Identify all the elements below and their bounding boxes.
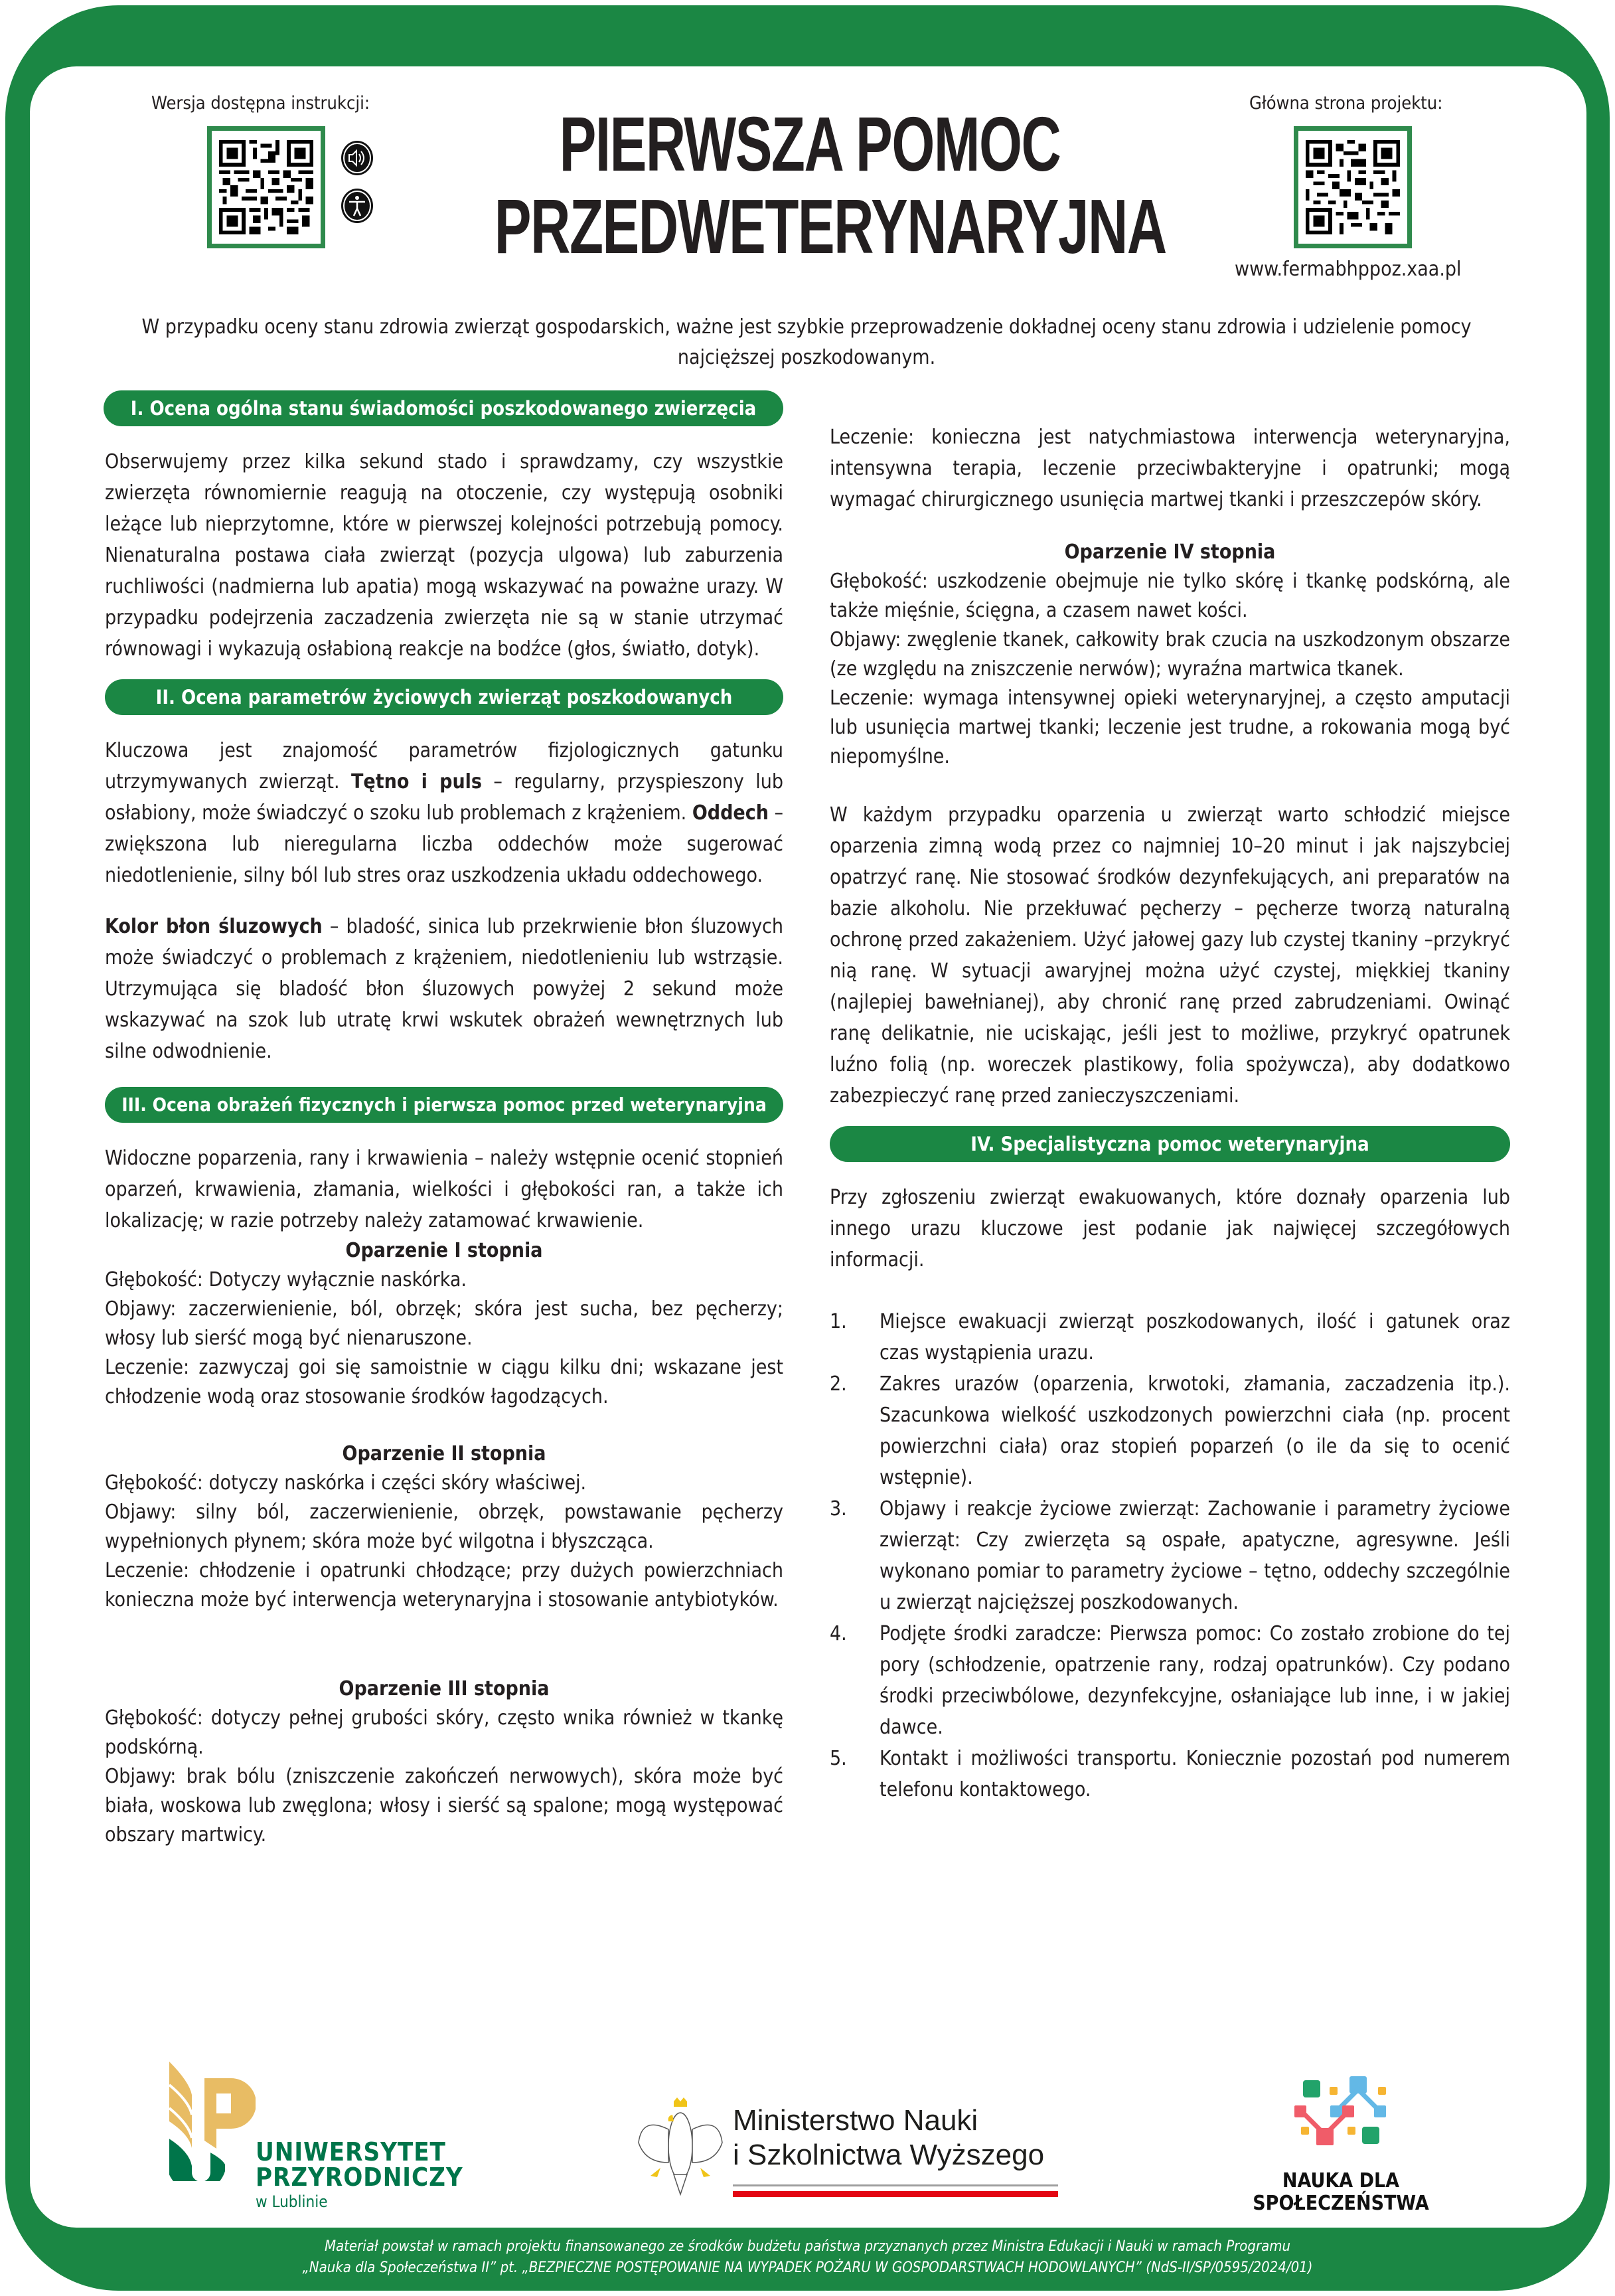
- nds-line-2: SPOŁECZEŃSTWA: [1253, 2192, 1429, 2215]
- burn-depth: Głębokość: dotyczy naskórka i części skóry właściwej.: [105, 1471, 587, 1495]
- title-line-2: PRZEDWETERYNARYJNA: [494, 183, 1166, 270]
- burn-treatment: Leczenie: zazwyczaj goi się samoistnie w ciągu kilku dni; wskazane jest chłodzenie wodą oraz stosowanie środków łagodzących.: [105, 1356, 783, 1408]
- project-url[interactable]: www.fermabhppoz.xaa.pl: [1235, 258, 1462, 281]
- text-run: – zwiększona lub nieregularna liczba oddechów może sugerować niedotlenienie, silny ból lub stres oraz uszkodzenia układu oddechowego.: [105, 801, 784, 887]
- burn-degree-2: [105, 1439, 783, 1615]
- speaker-icon[interactable]: [340, 139, 374, 177]
- accessibility-icon[interactable]: [340, 187, 374, 224]
- burn-treatment: Leczenie: wymaga intensywnej opieki weterynaryjnej, a często amputacji lub usunięcia martwej tkanki; leczenie jest trudne, a rokowania mogą być niepomyślne.: [830, 687, 1510, 768]
- burn-depth: Głębokość: dotyczy pełnej grubości skóry, często wnika również w tkankę podskórną.: [105, 1706, 783, 1759]
- right-column: [830, 422, 1510, 1805]
- university-line-1: UNIWERSYTET: [256, 2137, 446, 2167]
- section-4-intro: Przy zgłoszeniu zwierząt ewakuowanych, które doznały oparzenia lub innego urazu kluczowe jest podanie jak najwięcej szczegółowych informacji.: [830, 1186, 1510, 1271]
- list-item: [830, 1368, 1510, 1493]
- text-run: Kluczowa jest znajomość parametrów fizjologicznych gatunku utrzymywanych zwierząt.: [105, 739, 783, 793]
- qr-code-homepage[interactable]: [1294, 126, 1412, 248]
- burn-depth: Głębokość: Dotyczy wyłącznie naskórka.: [105, 1268, 467, 1291]
- burn-degree-1: [105, 1236, 783, 1412]
- nds-line-1: NAUKA DLA: [1282, 2169, 1400, 2192]
- text-run: – regularny, przyspieszony lub osłabiony, może świadczyć o szoku lub problemach z krążeniem.: [105, 770, 783, 825]
- accessible-version-block: [143, 93, 382, 114]
- qr-code-icon: [219, 138, 313, 236]
- list-item: [830, 1743, 1510, 1805]
- nauka-dla-spoleczenstwa-name: [1241, 2170, 1440, 2215]
- burn-symptoms: Objawy: zwęglenie tkanek, całkowity brak czucia na uszkodzonym obszarze (ze względu na zniszczenie nerwów); wyraźna martwica tkanek.: [830, 628, 1510, 681]
- burn-title: Oparzenie IV stopnia: [1064, 540, 1276, 564]
- burn-treatment: Leczenie: chłodzenie i opatrunki chłodzące; przy dużych powierzchniach konieczna może być interwencja weterynaryjna i stosowanie antybiotyków.: [105, 1559, 783, 1611]
- general-burn-advice: W każdym przypadku oparzenia u zwierząt warto schłodzić miejsce oparzenia zimną wodą przez co najmniej 10–20 minut i jak najszybciej opatrzyć ranę. Nie stosować środków dezynfekujących, ani preparatów na bazie alkoholu. Nie przekłuwać pęcherzy – pęcherze tworzą naturalną ochronę przed zakażeniem. Użyć jałowej gazy lub czystej tkaniny –przykryć nią ranę. W sytuacji awaryjnej można użyć czystej, miękkiej tkaniny (najlepiej bawełnianej), aby chronić ranę przed zabrudzeniami. Owinąć ranę delikatnie, nie uciskając, jeśli jest to możliwe, przykryć opatrunek luźno folią (np. woreczek plastikowy, folia spożywcza), aby dodatkowo zabezpieczyć ranę przed zanieczyszczeniami.: [830, 803, 1510, 1107]
- list-number: 3.: [830, 1497, 847, 1520]
- ministry-name: [733, 2103, 1044, 2173]
- bold-term-pulse: Tętno i puls: [350, 770, 482, 793]
- university-logo-icon: [169, 2062, 256, 2181]
- burn-degree-4: [830, 538, 1510, 772]
- project-homepage-label: Główna strona projektu:: [1249, 93, 1443, 114]
- intro-text: W przypadku oceny stanu zdrowia zwierząt gospodarskich, ważne jest szybkie przeprowadzenie dokładnej oceny stanu zdrowia i udzielenie pomocy najcięższej poszkodowanym.: [141, 315, 1472, 369]
- list-number: 5.: [830, 1747, 847, 1770]
- bold-term-breath: Oddech: [692, 801, 769, 825]
- burn-symptoms: Objawy: brak bólu (zniszczenie zakończeń nerwowych), skóra może być biała, woskowa lub zwęglona; włosy i sierść są spalone; mogą występować obszary martwicy.: [105, 1765, 783, 1846]
- left-column: [105, 390, 783, 1850]
- section-1-header: I. Ocena ogólna stanu świadomości poszkodowanego zwierzęcia: [104, 390, 783, 426]
- title-line-1: PIERWSZA POMOC: [559, 101, 1061, 187]
- list-item: [830, 1618, 1510, 1743]
- section-1-body: Obserwujemy przez kilka sekund stado i sprawdzamy, czy wszystkie zwierzęta równomiernie reagują na otoczenie, czy występują osobniki leżące lub nieprzytomne, które w pierwszej kolejności potrzebują pomocy. Nienaturalna postawa ciała zwierząt (pozycja ulgowa) lub zaburzenia ruchliwości (nadmierna lub apatia) mogą wskazywać na poważne urazy. W przypadku podejrzenia zaczadzenia zwierzęta nie są w stanie utrzymać równowagi i wykazują osłabioną reakcje na bodźce (głos, światło, dotyk).: [105, 450, 783, 661]
- section-3-header: III. Ocena obrażeń fizycznych i pierwsza pomoc przed weterynaryjna: [105, 1087, 783, 1123]
- qr-code-accessible[interactable]: [207, 126, 325, 248]
- list-text: Podjęte środki zaradcze: Pierwsza pomoc: Co zostało zrobione do tej pory (schłodzenie, opatrzenie rany, rodzaj opatrunków). Czy podano środki przeciwbólowe, dezynfekcyjne, osłaniające lub inne, i w jakiej dawce.: [880, 1622, 1510, 1739]
- burn-degree-3: [105, 1675, 783, 1850]
- section-4-header: IV. Specjalistyczna pomoc weterynaryjna: [830, 1126, 1510, 1162]
- list-item: [830, 1306, 1510, 1368]
- burn-symptoms: Objawy: zaczerwienienie, ból, obrzęk; skóra jest sucha, bez pęcherzy; włosy lub sierść mogą być nienaruszone.: [105, 1297, 783, 1350]
- nauka-dla-spoleczenstwa-logo-icon: [1293, 2075, 1393, 2155]
- list-number: 1.: [830, 1310, 847, 1333]
- report-info-list: [830, 1306, 1510, 1805]
- university-name: [256, 2139, 463, 2190]
- burn-symptoms: Objawy: silny ból, zaczerwienienie, obrzęk, powstawanie pęcherzy wypełnionych płynem; skóra może być wilgotna i błyszcząca.: [105, 1501, 783, 1553]
- ministry-line-1: Ministerstwo Nauki: [733, 2104, 978, 2137]
- ministry-line-2: i Szkolnictwa Wyższego: [733, 2139, 1045, 2171]
- section-2-paragraph-1: [105, 735, 783, 891]
- ministry-grey-rule: [733, 2184, 1058, 2186]
- burn-title: Oparzenie I stopnia: [345, 1239, 543, 1262]
- bold-term-mucosa: Kolor błon śluzowych: [105, 915, 323, 938]
- list-number: 2.: [830, 1372, 847, 1396]
- list-text: Zakres urazów (oparzenia, krwotoki, złamania, zaczadzenia itp.). Szacunkowa wielkość uszkodzonych powierzchni ciała (np. procent powierzchni ciała) oraz stopień poparzeń (o ile da się to ocenić wstępnie).: [880, 1372, 1510, 1489]
- qr-code-icon: [1306, 138, 1400, 236]
- list-text: Kontakt i możliwości transportu. Koniecznie pozostań pod numerem telefonu kontaktowego.: [880, 1747, 1510, 1801]
- polish-eagle-icon: [634, 2096, 727, 2196]
- ministry-red-rule: [733, 2191, 1058, 2197]
- section-2-header: II. Ocena parametrów życiowych zwierząt poszkodowanych: [105, 679, 783, 715]
- university-city: w Lublinie: [256, 2192, 328, 2211]
- text-run: – bladość, sinica lub przekrwienie błon śluzowych może świadczyć o problemach z krążeniem, niedotlenieniu lub wstrząsie. Utrzymująca się bladość błon śluzowych powyżej 2 sekund może wskazywać na szok lub utratę krwi wskutek obrażeń wewnętrznych lub silne odwodnienie.: [105, 915, 783, 1063]
- footer-line-2: „Nauka dla Społeczeństwa II” pt. „BEZPIECZNE POSTĘPOWANIE NA WYPADEK POŻARU W GOSPODARSTWACH HODOWLANYCH” (NdS-II/SP/0595/2024/01): [302, 2259, 1313, 2276]
- footer-line-1: Materiał powstał w ramach projektu finansowanego ze środków budżetu państwa przyznanych przez Ministra Edukacji i Nauki w ramach Programu: [324, 2238, 1291, 2255]
- burn-title: Oparzenie III stopnia: [339, 1677, 550, 1700]
- list-number: 4.: [830, 1622, 847, 1645]
- list-item: [830, 1493, 1510, 1618]
- burn-depth: Głębokość: uszkodzenie obejmuje nie tylko skórę i tkankę podskórną, ale także mięśnie, ścięgna, a czasem nawet kości.: [830, 570, 1510, 622]
- list-text: Objawy i reakcje życiowe zwierząt: Zachowanie i parametry życiowe zwierząt: Czy zwierzęta są ospałe, apatyczne, agresywne. Jeśli wykonano pomiar to parametry życiowe – tętno, oddechy szczególnie u zwierząt najcięższej poszkodowanych.: [880, 1497, 1510, 1614]
- funding-footer: [100, 2236, 1515, 2279]
- burn-title: Oparzenie II stopnia: [342, 1442, 546, 1465]
- university-line-2: PRZYRODNICZY: [256, 2163, 463, 2192]
- page-title: [494, 101, 1166, 270]
- list-text: Miejsce ewakuacji zwierząt poszkodowanych, ilość i gatunek oraz czas wystąpienia urazu.: [880, 1310, 1510, 1364]
- section-3-intro: Widoczne poparzenia, rany i krwawienia – należy wstępnie ocenić stopnień oparzeń, krwawienia, złamania, wielkości i głębokości ran, a także ich lokalizację; w razie potrzeby należy zatamować krwawienie.: [105, 1147, 783, 1232]
- accessible-version-label: Wersja dostępna instrukcji:: [151, 93, 370, 114]
- section-2-paragraph-2: [105, 911, 783, 1067]
- burn-degree-3-treatment: Leczenie: konieczna jest natychmiastowa interwencja weterynaryjna, intensywna terapia, leczenie przeciwbakteryjne i opatrunki; mogą wymagać chirurgicznego usunięcia martwej tkanki i przeszczepów skóry.: [830, 426, 1510, 511]
